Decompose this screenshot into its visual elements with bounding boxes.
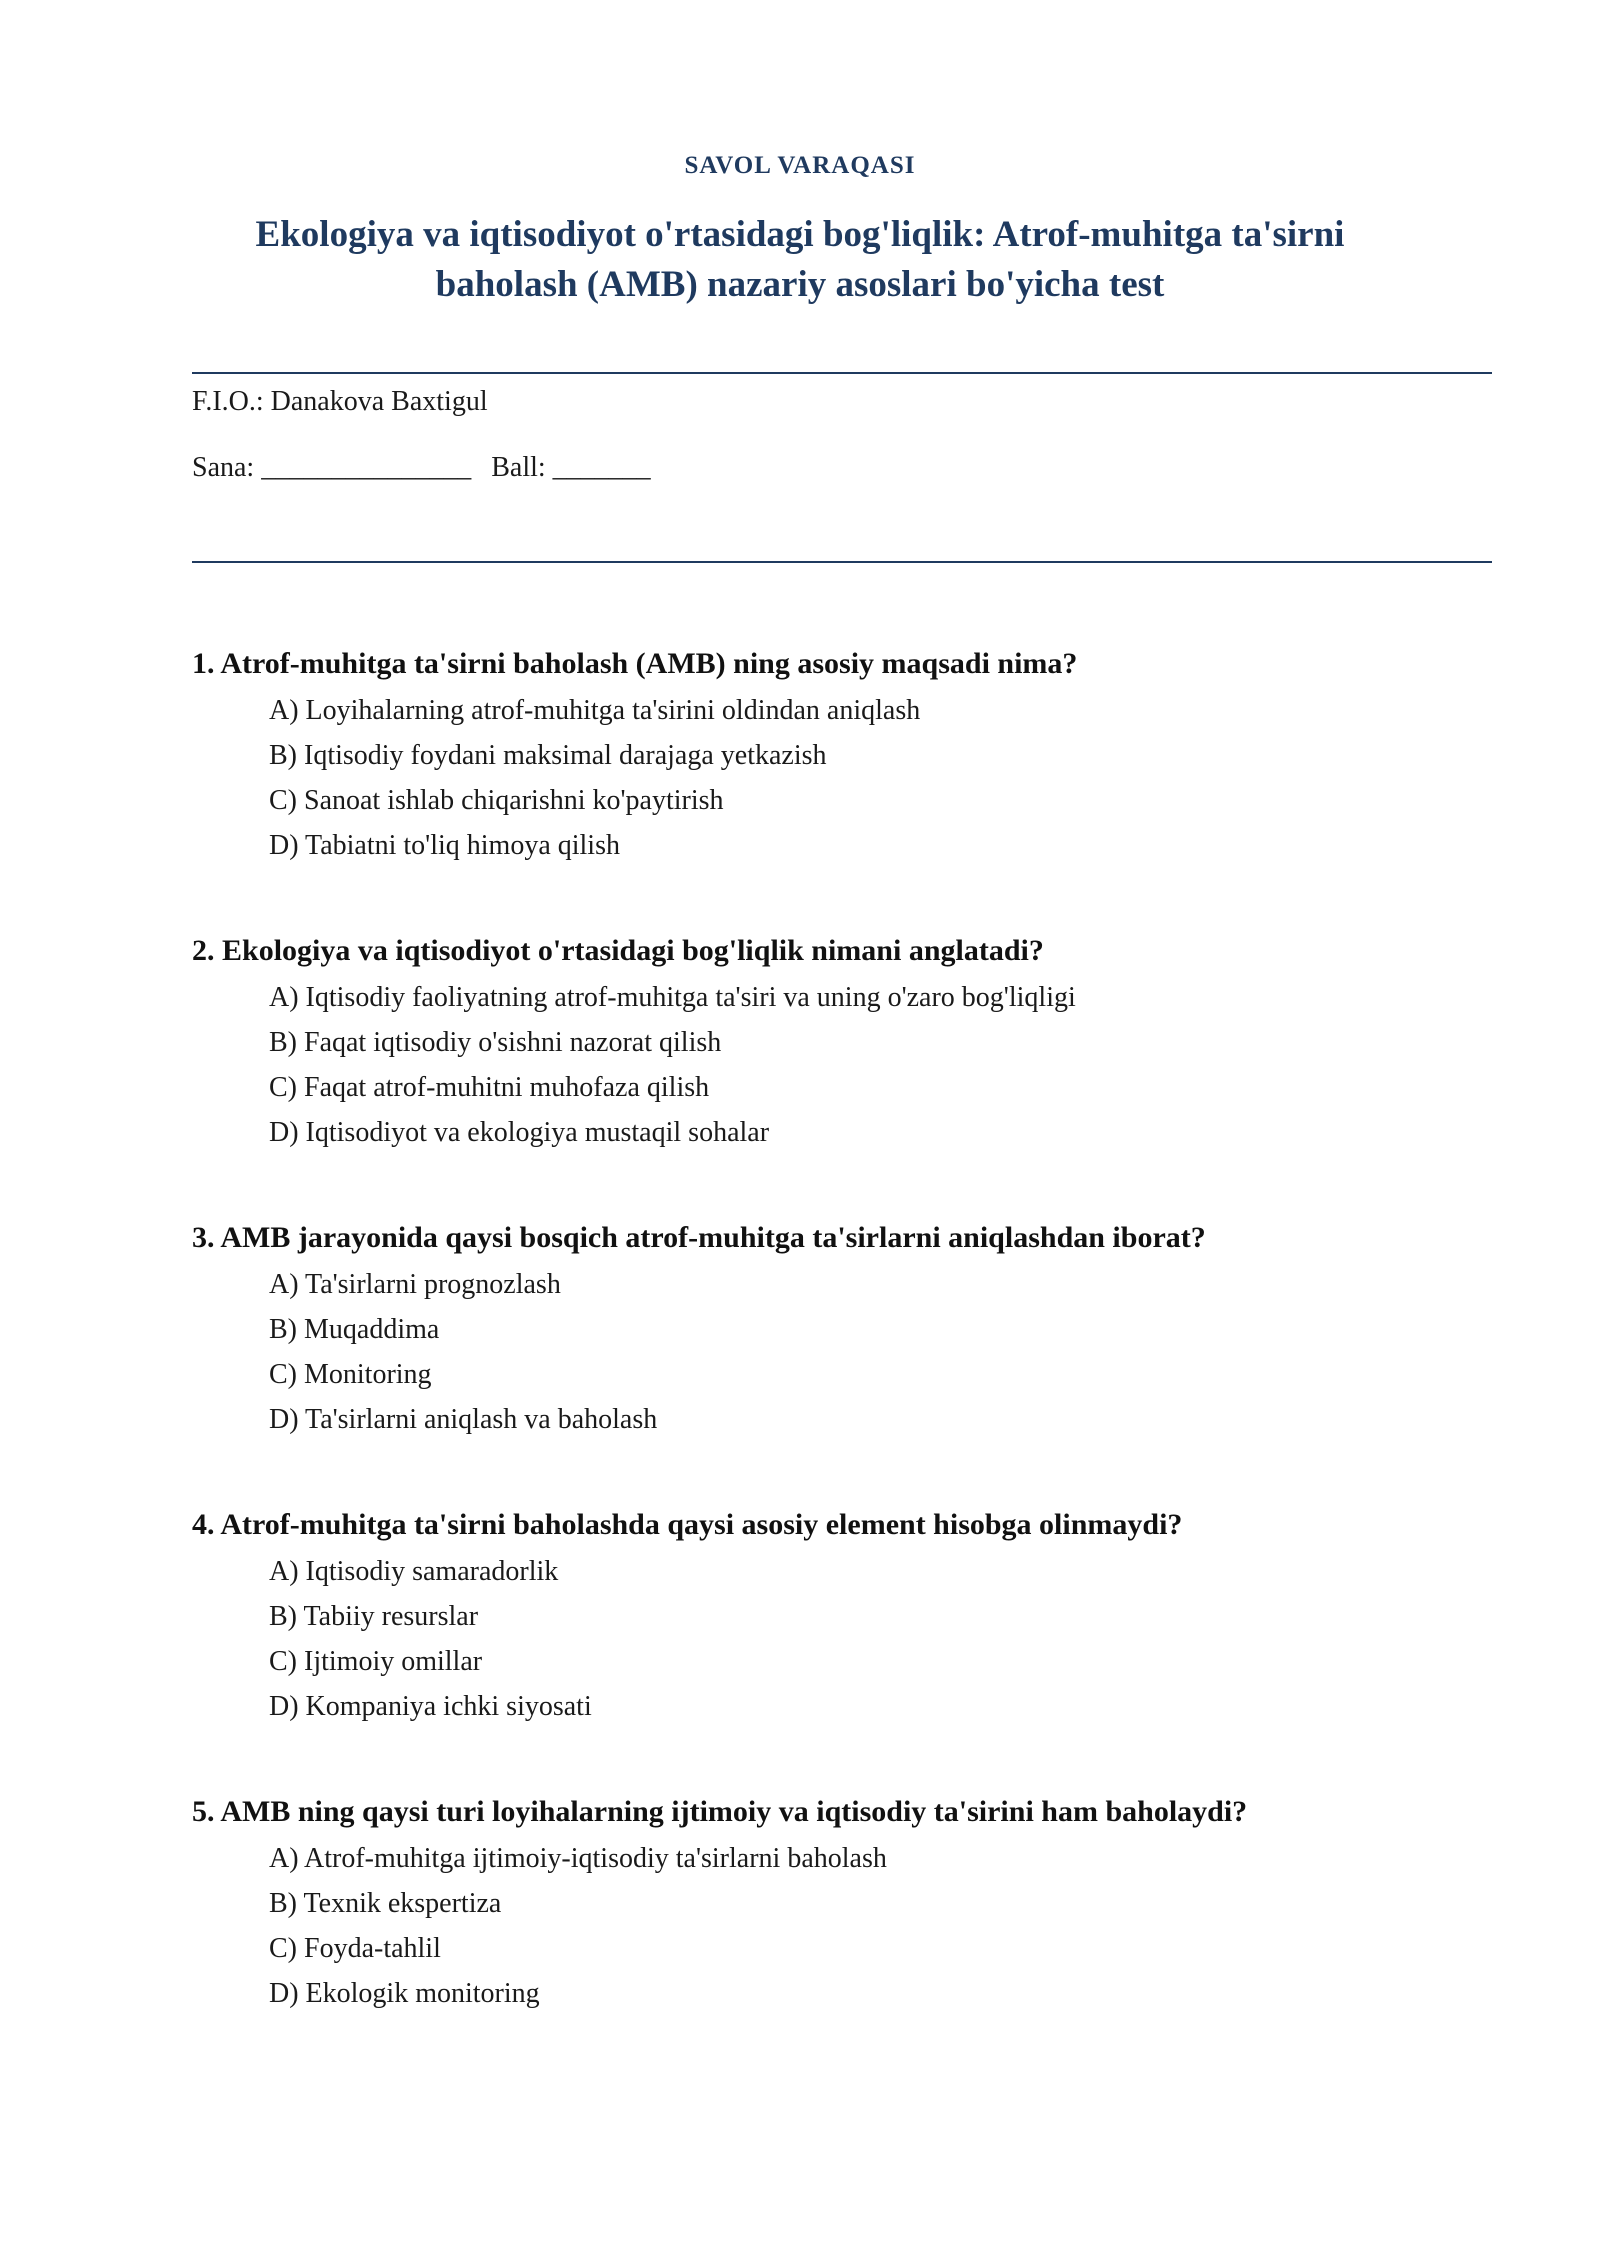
option-b: B) Faqat iqtisodiy o'sishni nazorat qilish bbox=[269, 1027, 722, 1058]
option-c: C) Monitoring bbox=[269, 1359, 432, 1390]
option-b: B) Tabiiy resurslar bbox=[269, 1601, 479, 1632]
question-4 bbox=[192, 1501, 1492, 1788]
option-b: B) Muqaddima bbox=[269, 1314, 440, 1345]
question-5 bbox=[192, 1788, 1492, 2075]
option-c: C) Sanoat ishlab chiqarishni ko'paytirish bbox=[269, 785, 724, 816]
option-a: A) Iqtisodiy faoliyatning atrof-muhitga ta'siri va uning o'zaro bog'liqligi bbox=[269, 982, 1076, 1013]
option-d: D) Ta'sirlarni aniqlash va baholash bbox=[269, 1404, 658, 1435]
answer-options bbox=[192, 1549, 1492, 1729]
question-text: 1. Atrof-muhitga ta'sirni baholash (AMB) ning asosiy maqsadi nima? bbox=[192, 647, 1078, 680]
answer-options bbox=[192, 1836, 1492, 2016]
question-text: 3. AMB jarayonida qaysi bosqich atrof-muhitga ta'sirlarni aniqlashdan iborat? bbox=[192, 1221, 1206, 1254]
date-field: Sana: _______________ bbox=[192, 452, 472, 483]
answer-options bbox=[192, 1262, 1492, 1442]
question-text: 4. Atrof-muhitga ta'sirni baholashda qaysi asosiy element hisobga olinmaydi? bbox=[192, 1508, 1183, 1541]
option-d: D) Tabiatni to'liq himoya qilish bbox=[269, 830, 620, 861]
page-title: Ekologiya va iqtisodiyot o'rtasidagi bog'liqlik: Atrof-muhitga ta'sirni baholash (AMB) nazariy asoslari bo'yicha test bbox=[255, 214, 1345, 305]
bottom-divider bbox=[192, 561, 1492, 563]
question-2 bbox=[192, 927, 1492, 1214]
score-field: Ball: _______ bbox=[491, 452, 651, 483]
answer-options bbox=[192, 975, 1492, 1155]
option-a: A) Iqtisodiy samaradorlik bbox=[269, 1556, 559, 1587]
option-c: C) Foyda-tahlil bbox=[269, 1933, 441, 1964]
date-score-line bbox=[192, 452, 651, 484]
option-a: A) Atrof-muhitga ijtimoiy-iqtisodiy ta'sirlarni baholash bbox=[269, 1843, 887, 1874]
option-b: B) Iqtisodiy foydani maksimal darajaga yetkazish bbox=[269, 740, 827, 771]
option-a: A) Loyihalarning atrof-muhitga ta'sirini oldindan aniqlash bbox=[269, 695, 921, 726]
question-text: 2. Ekologiya va iqtisodiyot o'rtasidagi bog'liqlik nimani anglatadi? bbox=[192, 934, 1044, 967]
student-name-line: F.I.O.: Danakova Baxtigul bbox=[192, 386, 488, 417]
sheet-label: SAVOL VARAQASI bbox=[684, 152, 916, 179]
option-d: D) Iqtisodiyot va ekologiya mustaqil sohalar bbox=[269, 1117, 770, 1148]
answer-options bbox=[192, 688, 1492, 868]
question-3 bbox=[192, 1214, 1492, 1501]
top-divider bbox=[192, 372, 1492, 374]
option-c: C) Ijtimoiy omillar bbox=[269, 1646, 483, 1677]
question-text: 5. AMB ning qaysi turi loyihalarning ijtimoiy va iqtisodiy ta'sirini ham baholaydi? bbox=[192, 1795, 1248, 1828]
option-d: D) Kompaniya ichki siyosati bbox=[269, 1691, 592, 1722]
option-b: B) Texnik ekspertiza bbox=[269, 1888, 502, 1919]
question-list bbox=[192, 640, 1492, 2075]
option-d: D) Ekologik monitoring bbox=[269, 1978, 540, 2009]
question-1 bbox=[192, 640, 1492, 927]
option-a: A) Ta'sirlarni prognozlash bbox=[269, 1269, 561, 1300]
option-c: C) Faqat atrof-muhitni muhofaza qilish bbox=[269, 1072, 710, 1103]
